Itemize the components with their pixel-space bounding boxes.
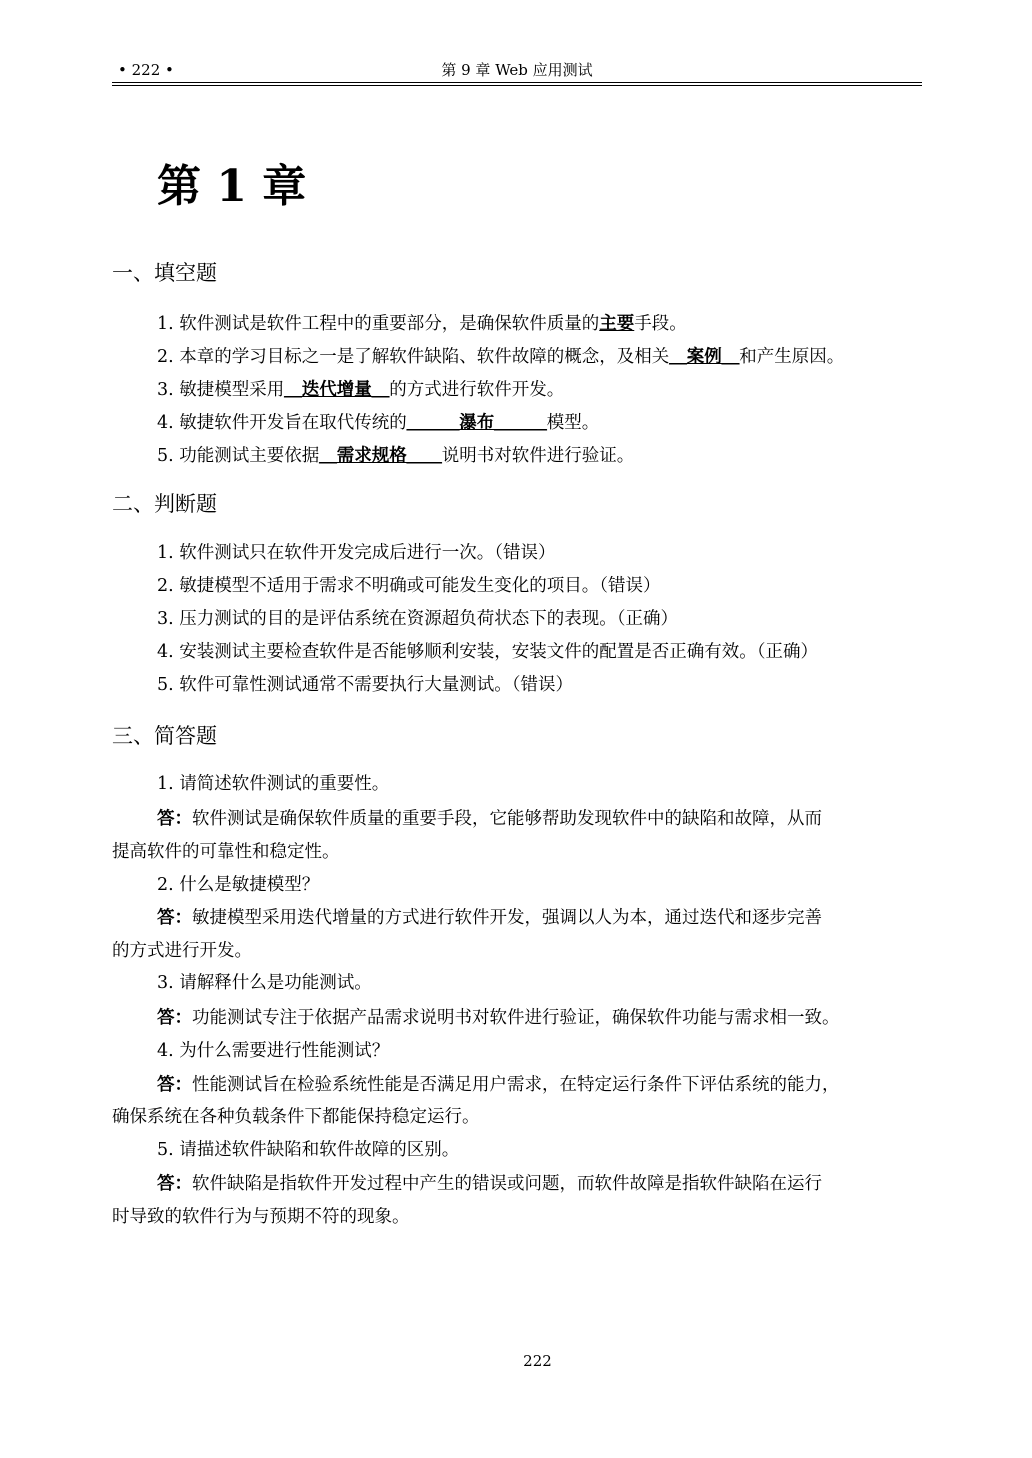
answer-blank: ＿＿＿瀑布＿＿＿ (406, 413, 547, 433)
true-false-item-1: 1. 软件测试只在软件开发完成后进行一次。（错误） (157, 543, 556, 563)
question-5: 5. 请描述软件缺陷和软件故障的区别。 (157, 1140, 460, 1160)
true-false-item-3: 3. 压力测试的目的是评估系统在资源超负荷状态下的表现。（正确） (157, 609, 679, 629)
header-rule-top (112, 82, 922, 83)
question-2: 2. 什么是敏捷模型？ (157, 875, 320, 895)
fill-blank-item-1: 1. 软件测试是软件工程中的重要部分，是确保软件质量的主要手段。 (157, 314, 687, 334)
running-header (112, 58, 922, 82)
answer-2: 答：敏捷模型采用迭代增量的方式进行软件开发，强调以人为本，通过迭代和逐步完善 (157, 908, 822, 928)
true-false-item-2: 2. 敏捷模型不适用于需求不明确或可能发生变化的项目。（错误） (157, 576, 661, 596)
answer-4: 答：性能测试旨在检验系统性能是否满足用户需求，在特定运行条件下评估系统的能力， (157, 1075, 840, 1095)
section-title-fill-blank: 一、填空题 (112, 261, 217, 285)
answer-blank: 主要 (599, 314, 635, 334)
answer-label: 答： (157, 1075, 192, 1095)
fill-blank-item-5: 5. 功能测试主要依据＿需求规格＿＿说明书对软件进行验证。 (157, 446, 635, 466)
answer-label: 答： (157, 908, 192, 928)
page-number: 222 (523, 1352, 552, 1370)
answer-3: 答：功能测试专注于依据产品需求说明书对软件进行验证，确保软件功能与需求相一致。 (157, 1008, 840, 1028)
question-3: 3. 请解释什么是功能测试。 (157, 973, 372, 993)
answer-label: 答： (157, 1174, 192, 1194)
fill-blank-item-2: 2. 本章的学习目标之一是了解软件缺陷、软件故障的概念，及相关＿案例＿和产生原因。 (157, 347, 845, 367)
section-title-short-answer: 三、简答题 (112, 724, 217, 748)
answer-blank: ＿需求规格＿＿ (319, 446, 442, 466)
chapter-title: 第 1 章 (157, 161, 307, 212)
answer-1: 答：软件测试是确保软件质量的重要手段，它能够帮助发现软件中的缺陷和故障，从而 (157, 809, 822, 829)
answer-blank: ＿案例＿ (669, 347, 740, 367)
answer-label: 答： (157, 809, 192, 829)
header-running-title: 第 9 章 Web 应用测试 (441, 61, 593, 79)
answer-label: 答： (157, 1008, 192, 1028)
answer-2-continued: 的方式进行开发。 (112, 941, 252, 961)
answer-5-continued: 时导致的软件行为与预期不符的现象。 (112, 1207, 410, 1227)
fill-blank-item-3: 3. 敏捷模型采用＿迭代增量＿的方式进行软件开发。 (157, 380, 565, 400)
fill-blank-item-4: 4. 敏捷软件开发旨在取代传统的＿＿＿瀑布＿＿＿模型。 (157, 413, 600, 433)
answer-4-continued: 确保系统在各种负载条件下都能保持稳定运行。 (112, 1107, 480, 1127)
answer-5: 答：软件缺陷是指软件开发过程中产生的错误或问题，而软件故障是指软件缺陷在运行 (157, 1174, 822, 1194)
section-title-true-false: 二、判断题 (112, 492, 217, 516)
true-false-item-4: 4. 安装测试主要检查软件是否能够顺利安装，安装文件的配置是否正确有效。（正确） (157, 642, 819, 662)
question-1: 1. 请简述软件测试的重要性。 (157, 774, 390, 794)
header-page-marker: • 222 • (118, 61, 174, 79)
answer-blank: ＿迭代增量＿ (284, 380, 390, 400)
true-false-item-5: 5. 软件可靠性测试通常不需要执行大量测试。（错误） (157, 675, 574, 695)
question-4: 4. 为什么需要进行性能测试？ (157, 1041, 390, 1061)
answer-1-continued: 提高软件的可靠性和稳定性。 (112, 842, 340, 862)
header-rule-bottom (112, 85, 922, 86)
